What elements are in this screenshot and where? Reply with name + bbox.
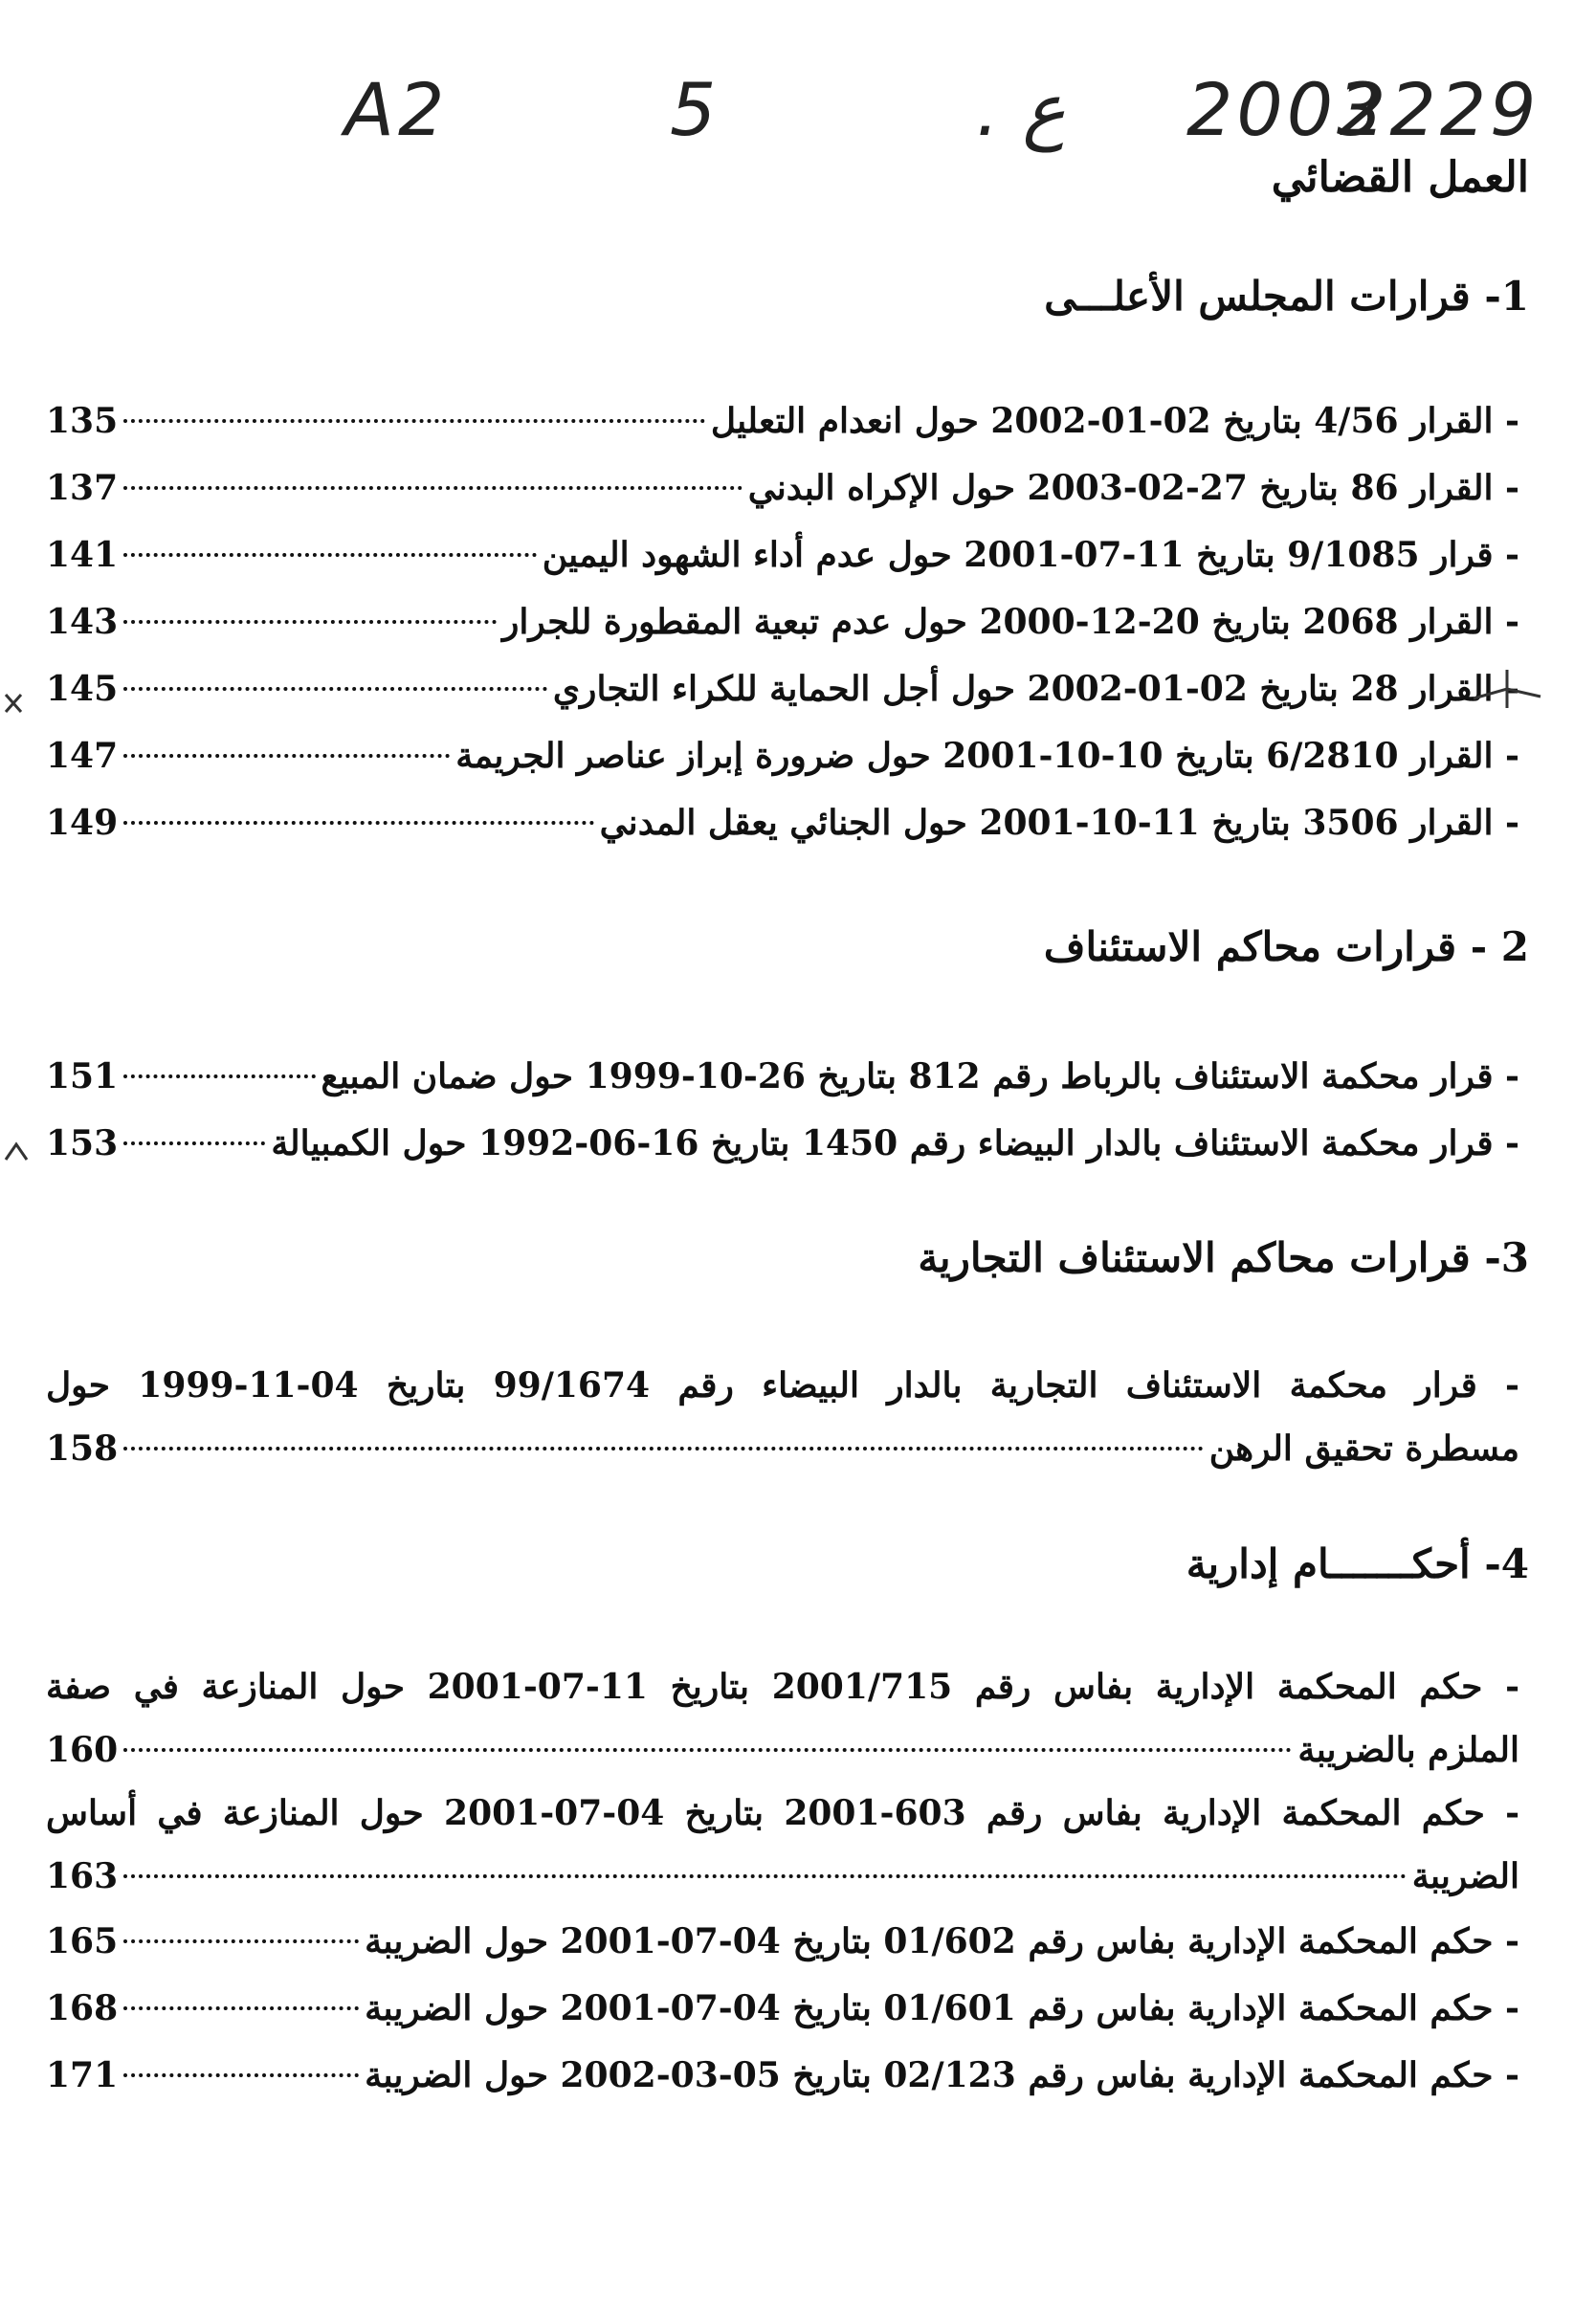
entry-text-continued: مسطرة تحقيق الرهن (1208, 1428, 1519, 1469)
dot-leader (123, 620, 497, 624)
entry-text: - حكم المحكمة الإدارية بفاس رقم 02/123 بتاريخ 05-03-2002 حول الضريبة (365, 2055, 1519, 2095)
entry-page: 145 (46, 669, 119, 709)
entry-page: 163 (46, 1856, 119, 1896)
handwritten-reference: 2229 (1340, 67, 1541, 152)
dot-leader (123, 2006, 359, 2010)
toc-entry[interactable] (46, 722, 1519, 789)
section-2-list (46, 1043, 1519, 1177)
section-heading: 1- قرارات المجلس الأعلـــى (1044, 273, 1529, 320)
entry-text-continued: الملزم بالضريبة (1297, 1730, 1519, 1770)
dot-leader (123, 1874, 1407, 1878)
toc-entry[interactable] (46, 588, 1519, 655)
entry-text: - قرار محكمة الاستئناف بالدار البيضاء رقم 1450 بتاريخ 16-06-1992 حول الكمبيالة (271, 1123, 1519, 1163)
entry-page: 141 (46, 535, 119, 575)
entry-continuation (46, 1718, 1519, 1782)
dot-leader (123, 1141, 265, 1145)
section-3-list (46, 1354, 1519, 1480)
entry-page: 158 (46, 1428, 119, 1469)
toc-entry[interactable] (46, 1110, 1519, 1177)
section-heading: 2 - قرارات محاكم الاستئناف (1043, 923, 1529, 970)
dot-leader (123, 1939, 359, 1943)
dot-leader (123, 1748, 1292, 1752)
entry-text: - حكم المحكمة الإدارية بفاس رقم 603-2001 بتاريخ 04-07-2001 حول المنازعة في أساس (46, 1793, 1520, 1833)
handwritten-letter: . ع (976, 67, 1066, 152)
toc-entry[interactable] (46, 1354, 1519, 1480)
entry-text: - حكم المحكمة الإدارية بفاس رقم 01/602 بتاريخ 04-07-2001 حول الضريبة (365, 1921, 1519, 1961)
handwritten-year: 2003 (1186, 67, 1387, 152)
toc-entry[interactable] (46, 2042, 1519, 2109)
entry-page: 137 (46, 468, 119, 508)
dot-leader (123, 687, 547, 691)
section-heading: 3- قرارات محاكم الاستئناف التجارية (918, 1234, 1529, 1281)
toc-entry[interactable] (46, 1908, 1519, 1975)
entry-text: - القرار 2068 بتاريخ 20-12-2000 حول عدم تبعية المقطورة للجرار (501, 602, 1519, 642)
entry-continuation (46, 1845, 1519, 1908)
margin-x-mark (0, 689, 29, 718)
entry-continuation (46, 1417, 1519, 1480)
toc-entry[interactable] (46, 1975, 1519, 2042)
entry-text: - القرار 3506 بتاريخ 11-10-2001 حول الجنائي يعقل المدني (599, 803, 1519, 843)
toc-entry[interactable] (46, 789, 1519, 856)
dot-leader (123, 1074, 315, 1078)
entry-page: 168 (46, 1988, 119, 2028)
entry-page: 135 (46, 401, 119, 441)
entry-page: 160 (46, 1730, 119, 1770)
section-heading: 4- أحكـــــــام إدارية (1186, 1540, 1529, 1587)
section-4-list (46, 1655, 1519, 2109)
entry-page: 149 (46, 803, 119, 843)
section-1-list (46, 388, 1519, 856)
handwritten-code: A2 (344, 67, 449, 152)
toc-entry[interactable] (46, 1043, 1519, 1110)
dot-leader (123, 486, 743, 490)
entry-text: - القرار 86 بتاريخ 27-02-2003 حول الإكراه البدني (747, 468, 1519, 508)
page-title: العمل القضائي (1271, 153, 1529, 202)
entry-text: - حكم المحكمة الإدارية بفاس رقم 2001/715 بتاريخ 11-07-2001 حول المنازعة في صفة (46, 1667, 1520, 1707)
entry-page: 147 (46, 736, 119, 776)
dot-leader (123, 553, 537, 557)
toc-entry[interactable] (46, 388, 1519, 454)
entry-text: - القرار 4/56 بتاريخ 02-01-2002 حول انعدام التعليل (710, 401, 1519, 441)
margin-tick-mark (1469, 660, 1545, 718)
entry-page: 165 (46, 1921, 119, 1961)
toc-entry[interactable] (46, 521, 1519, 588)
dot-leader (123, 821, 594, 825)
entry-page: 151 (46, 1056, 119, 1096)
entry-text: - القرار 6/2810 بتاريخ 10-10-2001 حول ضرورة إبراز عناصر الجريمة (455, 736, 1519, 776)
entry-page: 143 (46, 602, 119, 642)
toc-entry[interactable] (46, 655, 1519, 722)
entry-text: - قرار محكمة الاستئناف التجارية بالدار البيضاء رقم 99/1674 بتاريخ 04-11-1999 حول (46, 1365, 1520, 1406)
toc-entry[interactable] (46, 454, 1519, 521)
dot-leader (123, 419, 705, 423)
entry-text: - حكم المحكمة الإدارية بفاس رقم 01/601 بتاريخ 04-07-2001 حول الضريبة (365, 1988, 1519, 2028)
entry-page: 171 (46, 2055, 119, 2095)
entry-text: - القرار 28 بتاريخ 02-01-2002 حول أجل الحماية للكراء التجاري (552, 669, 1519, 709)
dot-leader (123, 2073, 359, 2077)
entry-text: - قرار محكمة الاستئناف بالرباط رقم 812 بتاريخ 26-10-1999 حول ضمان المبيع (321, 1056, 1519, 1096)
entry-page: 153 (46, 1123, 119, 1163)
entry-text: - قرار 9/1085 بتاريخ 11-07-2001 حول عدم أداء الشهود اليمين (542, 535, 1519, 575)
toc-entry[interactable] (46, 1782, 1519, 1908)
toc-entry[interactable] (46, 1655, 1519, 1782)
margin-caret-mark (2, 1137, 31, 1165)
dot-leader (123, 754, 450, 758)
dot-leader (123, 1447, 1204, 1450)
handwritten-number: 5 (670, 67, 720, 152)
entry-text-continued: الضريبة (1411, 1856, 1519, 1896)
